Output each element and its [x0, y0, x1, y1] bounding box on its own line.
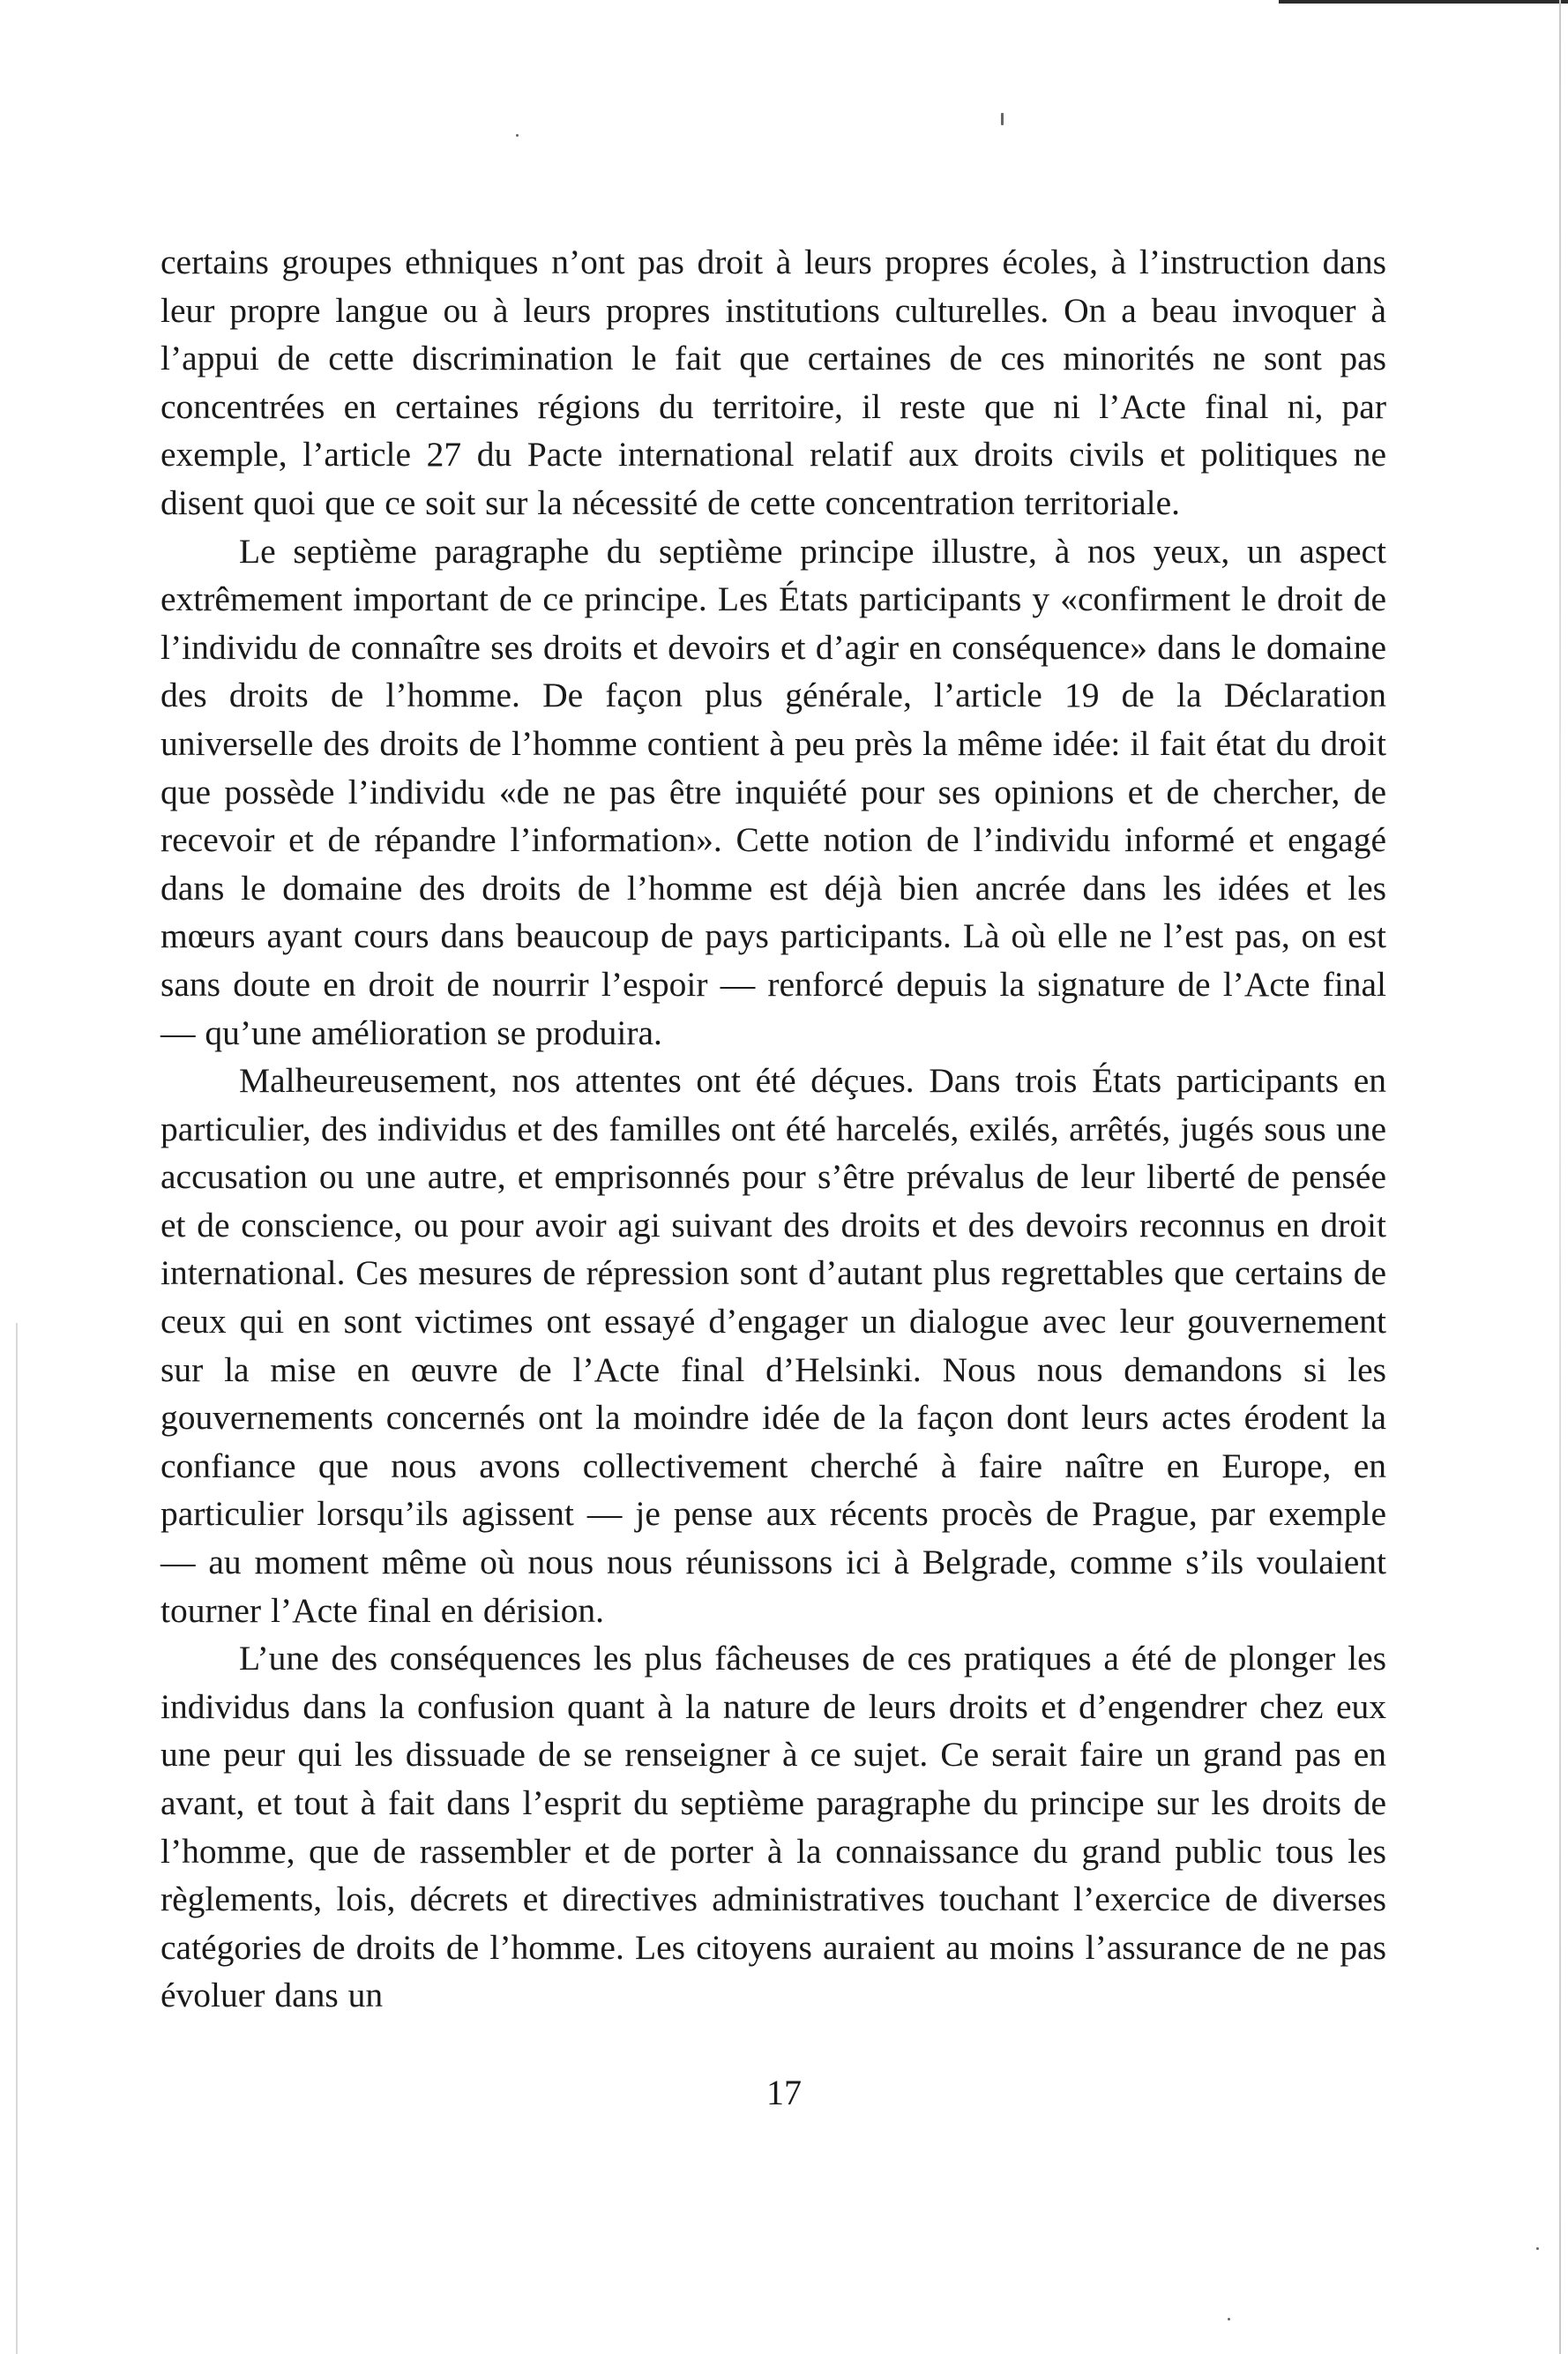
- paragraph: L’une des conséquences les plus fâcheuses de ces pratiques a été de plonger les individus dans la confusion quant à la nature de leurs droits et d’engendrer chez eux une peur qui les dissuade de se renseigner à ce sujet. Ce serait faire un grand pas en avant, et tout à fait dans l’esprit du septième paragraphe du principe sur les droits de l’homme, que de rassembler et de porter à la connaissance du grand public tous les règlements, lois, décrets et directives administratives touchant l’exercice de diverses catégories de droits de l’homme. Les citoyens auraient au moins l’assurance de ne pas évoluer dans un: [161, 1639, 1386, 2015]
- body-text: [161, 238, 1386, 2020]
- scan-edge-right: [1559, 0, 1561, 2354]
- paragraph: certains groupes ethniques n’ont pas droit à leurs propres écoles, à l’instruction dans leur propre langue ou à leurs propres institutions culturelles. On a beau invoquer à l’appui de cette discrimination le fait que certaines de ces minorités ne sont pas concentrées en certaines régions du territoire, il reste que ni l’Acte final ni, par exemple, l’article 27 du Pacte international relatif aux droits civils et politiques ne disent quoi que ce soit sur la nécessité de cette concentration territoriale.: [161, 243, 1386, 522]
- scan-speck: [1228, 2318, 1230, 2320]
- scan-speck: [1536, 2247, 1539, 2250]
- scan-edge-left: [16, 1323, 18, 2354]
- scan-speck: [1001, 113, 1004, 125]
- page-number: 17: [766, 2073, 802, 2112]
- paragraph: Malheureusement, nos attentes ont été déçues. Dans trois États participants en particulier, des individus et des familles ont été harcelés, exilés, arrêtés, jugés sous une accusation ou une autre, et emprisonnés pour s’être prévalus de leur liberté de pensée et de conscience, ou pour avoir agi suivant des droits et des devoirs reconnus en droit international. Ces mesures de répression sont d’autant plus regrettables que certains de ceux qui en sont victimes ont essayé d’engager un dialogue avec leur gouvernement sur la mise en œuvre de l’Acte final d’Helsinki. Nous nous demandons si les gouvernements concernés ont la moindre idée de la façon dont leurs actes érodent la confiance que nous avons collectivement cherché à faire naître en Europe, en particulier lorsqu’ils agissent — je pense aux récents procès de Prague, par exemple — au moment même où nous nous réunissons ici à Belgrade, comme s’ils voulaient tourner l’Acte final en dérision.: [161, 1061, 1386, 1630]
- scan-edge-top: [1279, 0, 1568, 4]
- scan-speck: [516, 134, 519, 137]
- paragraph: Le septième paragraphe du septième principe illustre, à nos yeux, un aspect extrêmement important de ce principe. Les États participants y «confirment le droit de l’individu de connaître ses droits et devoirs et d’agir en conséquence» dans le domaine des droits de l’homme. De façon plus générale, l’article 19 de la Déclaration universelle des droits de l’homme contient à peu près la même idée: il fait état du droit que possède l’individu «de ne pas être inquiété pour ses opinions et de chercher, de recevoir et de répandre l’information». Cette notion de l’individu informé et engagé dans le domaine des droits de l’homme est déjà bien ancrée dans les idées et les mœurs ayant cours dans beaucoup de pays participants. Là où elle ne l’est pas, on est sans doute en droit de nourrir l’espoir — renforcé depuis la signature de l’Acte final — qu’une amélioration se produira.: [161, 531, 1386, 1052]
